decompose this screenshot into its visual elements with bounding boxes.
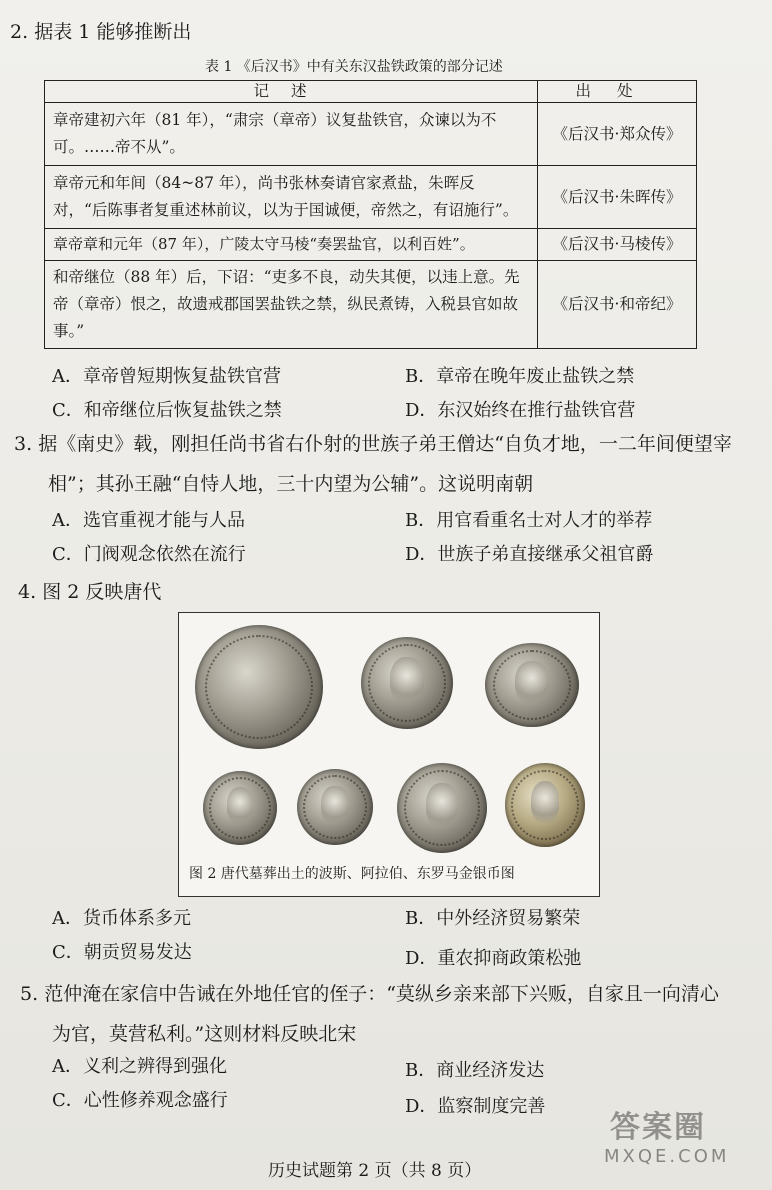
option-b[interactable]: B．用官看重名士对人才的举荐 xyxy=(405,510,653,531)
figure-caption: 图 2 唐代墓葬出土的波斯、阿拉伯、东罗马金银币图 xyxy=(189,866,515,882)
question-3-stem-cont: 相”；其孙王融“自恃人地，三十内望为公辅”。这说明南朝 xyxy=(48,473,534,495)
question-3-stem xyxy=(14,430,732,458)
persian-coin-image xyxy=(485,643,579,727)
table-cell-source: 《后汉书·和帝纪》 xyxy=(538,261,697,349)
option-a[interactable]: A．义利之辨得到强化 xyxy=(52,1056,227,1077)
option-b[interactable]: B．中外经济贸易繁荣 xyxy=(405,908,581,929)
header-source: 出处 xyxy=(538,81,697,103)
option-a[interactable]: A．章帝曾短期恢复盐铁官营 xyxy=(52,366,281,387)
question-text: 图 2 反映唐代 xyxy=(42,581,162,603)
byzantine-gold-coin-image xyxy=(505,763,585,847)
table-cell-record: 章帝建初六年（81 年），“肃宗（章帝）议复盐铁官，众谏以为不可。……帝不从”。 xyxy=(45,103,538,166)
table-cell-record: 和帝继位（88 年）后，下诏：“吏多不良，动失其便，以违上意。先帝（章帝）恨之，故遗戒郡国罢盐铁之禁，纵民煮铸，入税县官如故事。” xyxy=(45,261,538,349)
watermark-logo xyxy=(604,1102,764,1182)
byzantine-coin-image xyxy=(397,763,487,853)
byzantine-coin-image xyxy=(297,769,373,845)
option-c[interactable]: C．和帝继位后恢复盐铁之禁 xyxy=(52,400,282,421)
watermark-url: MXQE.COM xyxy=(604,1146,730,1167)
arab-coin-image xyxy=(195,625,323,749)
option-d[interactable]: D．重农抑商政策松弛 xyxy=(405,948,582,969)
question-5-stem xyxy=(20,980,719,1008)
question-number: 5. xyxy=(20,983,39,1005)
option-b[interactable]: B．商业经济发达 xyxy=(405,1060,545,1081)
table-cell-source: 《后汉书·郑众传》 xyxy=(538,103,697,166)
byzantine-coin-image xyxy=(203,771,277,845)
persian-coin-image xyxy=(361,637,453,729)
option-a[interactable]: A．选官重视才能与人品 xyxy=(52,510,245,531)
option-d[interactable]: D．监察制度完善 xyxy=(405,1096,546,1117)
policy-table xyxy=(44,80,697,349)
table-row xyxy=(45,103,697,166)
option-c[interactable]: C．门阀观念依然在流行 xyxy=(52,544,246,565)
table-header-row xyxy=(45,81,697,103)
question-2-stem xyxy=(10,18,191,46)
option-d[interactable]: D．东汉始终在推行盐铁官营 xyxy=(405,400,636,421)
option-d[interactable]: D．世族子弟直接继承父祖官爵 xyxy=(405,544,654,565)
question-number: 2. xyxy=(10,21,29,43)
question-text: 范仲淹在家信中告诫在外地任官的侄子：“莫纵乡亲来部下兴贩，自家且一向清心 xyxy=(44,983,719,1005)
question-5-stem-cont: 为官，莫营私利。”这则材料反映北宋 xyxy=(52,1023,357,1045)
header-record: 记述 xyxy=(45,81,538,103)
coin-figure xyxy=(178,612,600,897)
table-cell-record: 章帝章和元年（87 年），广陵太守马棱“奏罢盐官，以利百姓”。 xyxy=(45,229,538,261)
table-caption: 表 1 《后汉书》中有关东汉盐铁政策的部分记述 xyxy=(205,59,503,75)
question-number: 4. xyxy=(18,581,37,603)
table-row xyxy=(45,166,697,229)
table-cell-record: 章帝元和年间（84~87 年），尚书张林奏请官家煮盐，朱晖反对，“后陈事者复重述林前议，以为于国诚便，帝然之，有诏施行”。 xyxy=(45,166,538,229)
table-row xyxy=(45,261,697,349)
table-cell-source: 《后汉书·马棱传》 xyxy=(538,229,697,261)
watermark-text: 答案圈 xyxy=(610,1110,706,1145)
option-c[interactable]: C．朝贡贸易发达 xyxy=(52,942,192,963)
question-number: 3. xyxy=(14,433,33,455)
option-c[interactable]: C．心性修养观念盛行 xyxy=(52,1090,228,1111)
question-4-stem xyxy=(18,578,161,606)
option-a[interactable]: A．货币体系多元 xyxy=(52,908,191,929)
table-cell-source: 《后汉书·朱晖传》 xyxy=(538,166,697,229)
page-footer: 历史试题第 2 页（共 8 页） xyxy=(268,1161,482,1181)
table-row xyxy=(45,229,697,261)
question-text: 据《南史》载，刚担任尚书省右仆射的世族子弟王僧达“自负才地，一二年间便望宰 xyxy=(38,433,732,455)
question-text: 据表 1 能够推断出 xyxy=(34,21,192,43)
option-b[interactable]: B．章帝在晚年废止盐铁之禁 xyxy=(405,366,635,387)
